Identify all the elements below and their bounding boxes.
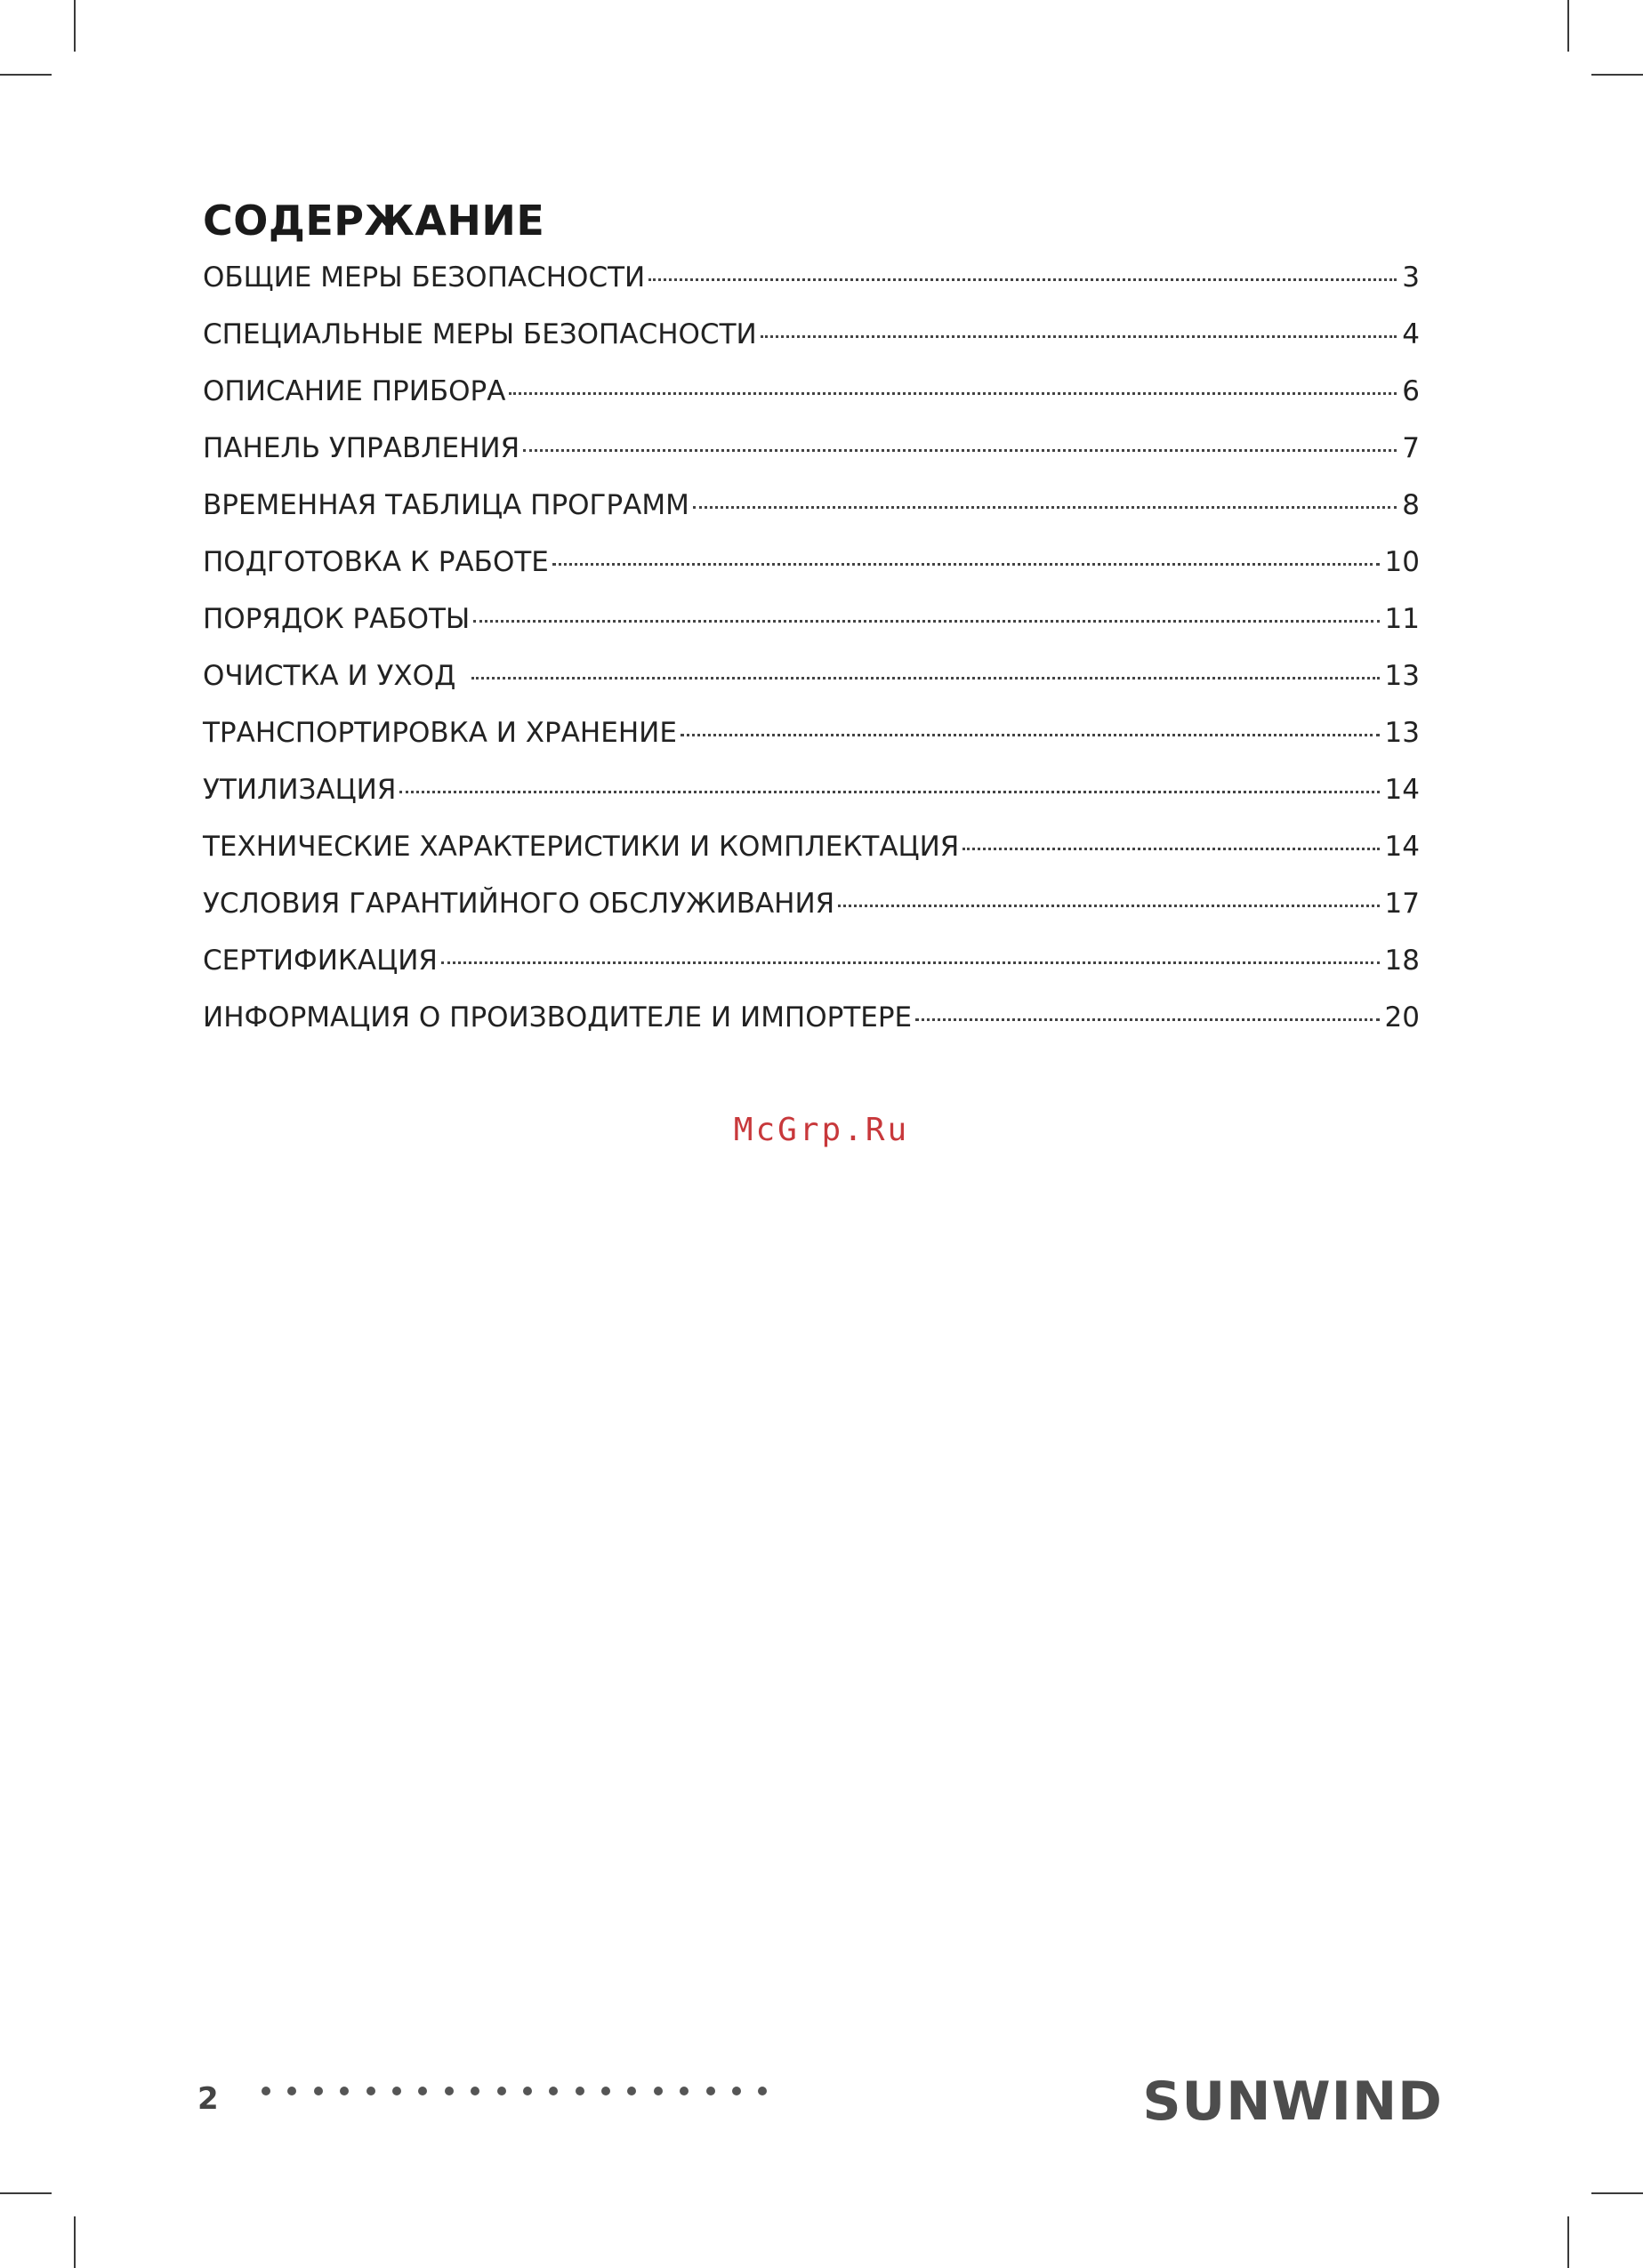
crop-mark-bottom-left-vertical <box>74 2216 76 2268</box>
footer-dot <box>706 2087 715 2095</box>
footer-dot <box>601 2087 610 2095</box>
toc-entry-page: 14 <box>1384 831 1420 863</box>
toc-entry-label: ПОДГОТОВКА К РАБОТЕ <box>203 546 549 578</box>
toc-entry[interactable] <box>203 886 1420 943</box>
table-of-contents <box>203 194 1420 1057</box>
footer-dot <box>758 2087 767 2095</box>
footer-dot <box>523 2087 532 2095</box>
toc-entry-label: СЕРТИФИКАЦИЯ <box>203 945 438 977</box>
footer-dot <box>262 2087 270 2095</box>
toc-entry[interactable] <box>203 601 1420 658</box>
toc-leader-dots <box>509 392 1397 395</box>
toc-leader-dots <box>915 1018 1379 1021</box>
footer-dot <box>392 2087 401 2095</box>
footer-dot <box>680 2087 689 2095</box>
toc-leader-dots <box>648 278 1397 281</box>
toc-leader-dots <box>473 620 1379 623</box>
footer-dot <box>287 2087 296 2095</box>
toc-entry-page: 13 <box>1384 660 1420 692</box>
toc-entry[interactable] <box>203 658 1420 715</box>
toc-entry[interactable] <box>203 829 1420 886</box>
toc-entry-page: 10 <box>1384 546 1420 578</box>
page-number: 2 <box>197 2081 219 2117</box>
toc-entry-label: ОЧИСТКА И УХОД <box>203 660 456 692</box>
footer-dot <box>497 2087 506 2095</box>
toc-entry-page: 13 <box>1384 717 1420 749</box>
toc-entry-page: 20 <box>1384 1001 1420 1033</box>
crop-mark-top-right-vertical <box>1567 0 1569 52</box>
toc-entry-page: 7 <box>1402 432 1420 464</box>
toc-entry[interactable] <box>203 715 1420 772</box>
toc-entry[interactable] <box>203 943 1420 1000</box>
toc-entry[interactable] <box>203 374 1420 430</box>
crop-mark-top-left-vertical <box>74 0 76 52</box>
toc-leader-dots <box>838 905 1379 907</box>
toc-leader-dots <box>681 734 1380 736</box>
toc-entry-label: УСЛОВИЯ ГАРАНТИЙНОГО ОБСЛУЖИВАНИЯ <box>203 888 835 920</box>
crop-mark-top-right-horizontal <box>1591 74 1643 76</box>
toc-entry-label: ОБЩИЕ МЕРЫ БЕЗОПАСНОСТИ <box>203 261 646 294</box>
toc-entry-label: СПЕЦИАЛЬНЫЕ МЕРЫ БЕЗОПАСНОСТИ <box>203 318 757 350</box>
footer-dot <box>576 2087 584 2095</box>
footer-dot <box>654 2087 663 2095</box>
toc-title: СОДЕРЖАНИЕ <box>203 197 545 245</box>
page-footer <box>197 2071 1443 2133</box>
crop-mark-bottom-right-vertical <box>1567 2216 1569 2268</box>
toc-leader-dots <box>441 961 1380 964</box>
toc-entry-page: 8 <box>1402 489 1420 521</box>
toc-leader-dots <box>962 848 1379 850</box>
toc-entry-page: 14 <box>1384 774 1420 806</box>
toc-leader-dots <box>523 449 1397 452</box>
toc-entry-label: ТРАНСПОРТИРОВКА И ХРАНЕНИЕ <box>203 717 677 749</box>
brand-logo: SUNWIND <box>1142 2071 1443 2133</box>
footer-dot <box>314 2087 323 2095</box>
footer-dot <box>445 2087 454 2095</box>
toc-leader-dots <box>552 563 1380 566</box>
footer-dot <box>340 2087 349 2095</box>
toc-entry[interactable] <box>203 772 1420 829</box>
toc-leader-dots <box>471 677 1379 680</box>
toc-entry-page: 3 <box>1402 261 1420 294</box>
footer-dot <box>366 2087 375 2095</box>
toc-entry-page: 17 <box>1384 888 1420 920</box>
toc-entry-page: 11 <box>1384 603 1420 635</box>
toc-entry-label: УТИЛИЗАЦИЯ <box>203 774 397 806</box>
toc-entry[interactable] <box>203 317 1420 374</box>
toc-entry-page: 6 <box>1402 375 1420 407</box>
toc-leader-dots <box>399 791 1379 793</box>
crop-mark-bottom-left-horizontal <box>0 2192 52 2194</box>
toc-entry[interactable] <box>203 544 1420 601</box>
toc-entry[interactable] <box>203 1000 1420 1057</box>
toc-entry[interactable] <box>203 260 1420 317</box>
toc-entry-page: 4 <box>1402 318 1420 350</box>
crop-mark-top-left-horizontal <box>0 74 52 76</box>
footer-dot <box>732 2087 741 2095</box>
toc-entry-page: 18 <box>1384 945 1420 977</box>
toc-entry-label: ИНФОРМАЦИЯ О ПРОИЗВОДИТЕЛЕ И ИМПОРТЕРЕ <box>203 1001 913 1033</box>
toc-entry-label: ТЕХНИЧЕСКИЕ ХАРАКТЕРИСТИКИ И КОМПЛЕКТАЦИЯ <box>203 831 960 863</box>
watermark-link[interactable]: McGrp.Ru <box>733 1112 910 1148</box>
crop-mark-bottom-right-horizontal <box>1591 2192 1643 2194</box>
footer-dot <box>627 2087 636 2095</box>
toc-entry-label: ОПИСАНИЕ ПРИБОРА <box>203 375 506 407</box>
footer-dot <box>471 2087 479 2095</box>
toc-leader-dots <box>693 506 1397 509</box>
toc-entry[interactable] <box>203 430 1420 487</box>
toc-entry-label: ПОРЯДОК РАБОТЫ <box>203 603 471 635</box>
toc-entry[interactable] <box>203 487 1420 544</box>
toc-leader-dots <box>761 335 1397 338</box>
toc-list <box>203 260 1420 1057</box>
footer-dot-leader <box>262 2087 785 2095</box>
toc-entry-label: ПАНЕЛЬ УПРАВЛЕНИЯ <box>203 432 520 464</box>
footer-dot <box>549 2087 558 2095</box>
footer-dot <box>418 2087 427 2095</box>
toc-entry-label: ВРЕМЕННАЯ ТАБЛИЦА ПРОГРАММ <box>203 489 689 521</box>
